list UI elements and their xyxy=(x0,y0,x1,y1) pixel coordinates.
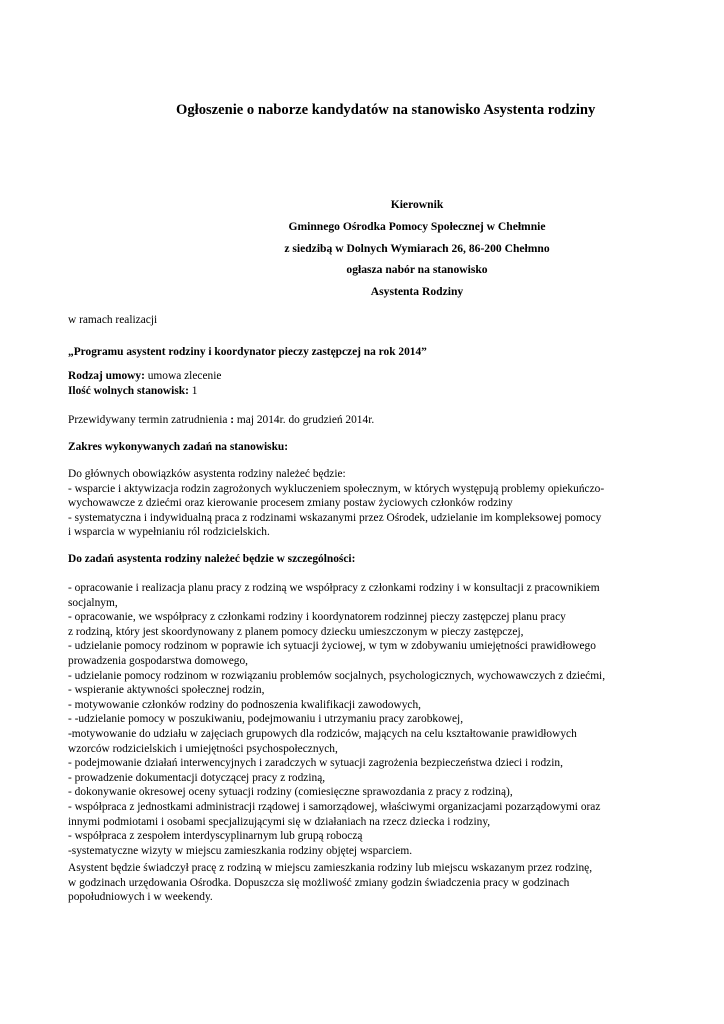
task-line: prowadzenia gospodarstwa domowego, xyxy=(68,654,248,667)
task-line: - dokonywanie okresowej oceny sytuacji rodziny (comiesięczne sprawozdania z pracy z rodziną), xyxy=(68,786,513,799)
duties-line: i wsparcia w wypełnianiu ról rodzicielskich. xyxy=(68,526,270,539)
task-line: - udzielanie pomocy rodzinom w poprawie ich sytuacji życiowej, w tym w zdobywaniu umiejętności prawidłowego xyxy=(68,640,596,653)
task-line: - podejmowanie działań interwencyjnych i zaradczych w sytuacji zagrożenia bezpieczeństwa dzieci i rodzin, xyxy=(68,757,563,770)
task-line: - prowadzenie dokumentacji dotyczącej pracy z rodziną, xyxy=(68,771,326,784)
task-line: - wspieranie aktywności społecznej rodzin, xyxy=(68,684,265,697)
header-line-address: z siedzibą w Dolnych Wymiarach 26, 86-200 Chełmno xyxy=(284,241,550,255)
task-line: - opracowanie i realizacja planu pracy z rodziną we współpracy z członkami rodziny i w konsultacji z pracownikiem xyxy=(68,582,600,594)
task-line: wzorców rodzicielskich i umiejętności psychospołecznych, xyxy=(68,742,338,755)
task-line: - udzielanie pomocy rodzinom w rozwiązaniu problemów socjalnych, psychologicznych, wychowawczych z dziećmi, xyxy=(68,669,606,682)
tasks-heading: Do zadań asystenta rodziny należeć będzie w szczególności: xyxy=(68,553,356,565)
tasks-list xyxy=(68,581,668,858)
task-line: - opracowanie, we współpracy z członkami rodziny i koordynatorem rodzinnej pieczy zastępczej planu pracy xyxy=(68,611,566,624)
duties-line: wychowawcze z dziećmi oraz kierowanie procesem zmiany postaw życiowych członków rodziny xyxy=(68,497,513,510)
duties-line: - systematyczna i indywidualną praca z rodzinami wskazanymi przez Ośrodek, udzielanie im kompleksowej pomocy xyxy=(68,511,602,524)
duties-line: Do głównych obowiązków asystenta rodziny należeć będzie: xyxy=(68,468,346,480)
closing-line: Asystent będzie świadczył pracę z rodziną w miejscu zamieszkania rodziny lub miejscu wskazanym przez rodzinę, xyxy=(68,862,593,874)
duties-line: - wsparcie i aktywizacja rodzin zagrożonych wykluczeniem społecznym, w których występują problemy opiekuńczo- xyxy=(68,482,605,495)
header-line-institution: Gminnego Ośrodka Pomocy Społecznej w Chełmnie xyxy=(288,219,546,233)
closing-line: popołudniowych i w weekendy. xyxy=(68,891,213,904)
header-line-position: Kierownik xyxy=(390,198,444,211)
program-name: „Programu asystent rodziny i koordynator pieczy zastępczej na rok 2014” xyxy=(68,346,427,358)
duties-intro xyxy=(68,467,668,540)
employment-term-value: maj 2014r. do grudzień 2014r. xyxy=(234,414,375,426)
task-line: -systematyczne wizyty w miejscu zamieszkania rodziny objętej wsparciem. xyxy=(68,844,413,857)
task-line: -motywowanie do udziału w zajęciach grupowych dla rodziców, mających na celu kształtowanie prawidłowych xyxy=(68,727,577,740)
closing-line: w godzinach urzędowania Ośrodka. Dopuszcza się możliwość zmiany godzin świadczenia pracy w godzinach xyxy=(68,876,570,889)
header-line-announces: ogłasza nabór na stanowisko xyxy=(346,263,488,277)
task-line: z rodziną, który jest skoordynowany z planem pomocy dziecku umieszczonym w pieczy zastępczej, xyxy=(68,625,524,638)
task-line: - motywowanie członków rodziny do podnoszenia kwalifikacji zawodowych, xyxy=(68,698,422,711)
task-line: - współpraca z zespołem interdyscyplinarnym lub grupą roboczą xyxy=(68,830,363,843)
open-positions-value: 1 xyxy=(188,385,198,397)
contract-type xyxy=(68,369,668,384)
task-line: - -udzielanie pomocy w poszukiwaniu, podejmowaniu i utrzymaniu pracy zarobkowej, xyxy=(68,713,464,726)
employment-term-label: Przewidywany termin zatrudnienia xyxy=(68,414,231,426)
task-line xyxy=(68,596,668,611)
intro-text: w ramach realizacji xyxy=(68,314,158,326)
closing-paragraph xyxy=(68,861,668,905)
header-line-role: Asystenta Rodziny xyxy=(370,285,464,299)
employment-term xyxy=(68,413,668,428)
employment-term-colon: : xyxy=(230,414,235,426)
contract-type-value: umowa zlecenie xyxy=(144,370,222,382)
document-title: Ogłoszenie o naborze kandydatów na stanowisko Asystenta rodziny xyxy=(176,102,596,118)
task-line: - współpraca z jednostkami administracji rządowej i samorządowej, właściwymi organizacjami pozarządowymi oraz xyxy=(68,800,601,813)
announcement-header xyxy=(0,194,724,303)
contract-type-label: Rodzaj umowy: xyxy=(68,370,145,382)
open-positions-label: Ilość wolnych stanowisk: xyxy=(68,385,189,397)
task-line-text: socjalnym, xyxy=(68,596,118,609)
open-positions xyxy=(68,384,668,399)
task-line: innymi podmiotami i osobami specjalizującymi się w działaniach na rzecz dziecka i rodziny, xyxy=(68,815,491,828)
scope-heading: Zakres wykonywanych zadań na stanowisku: xyxy=(68,441,289,453)
